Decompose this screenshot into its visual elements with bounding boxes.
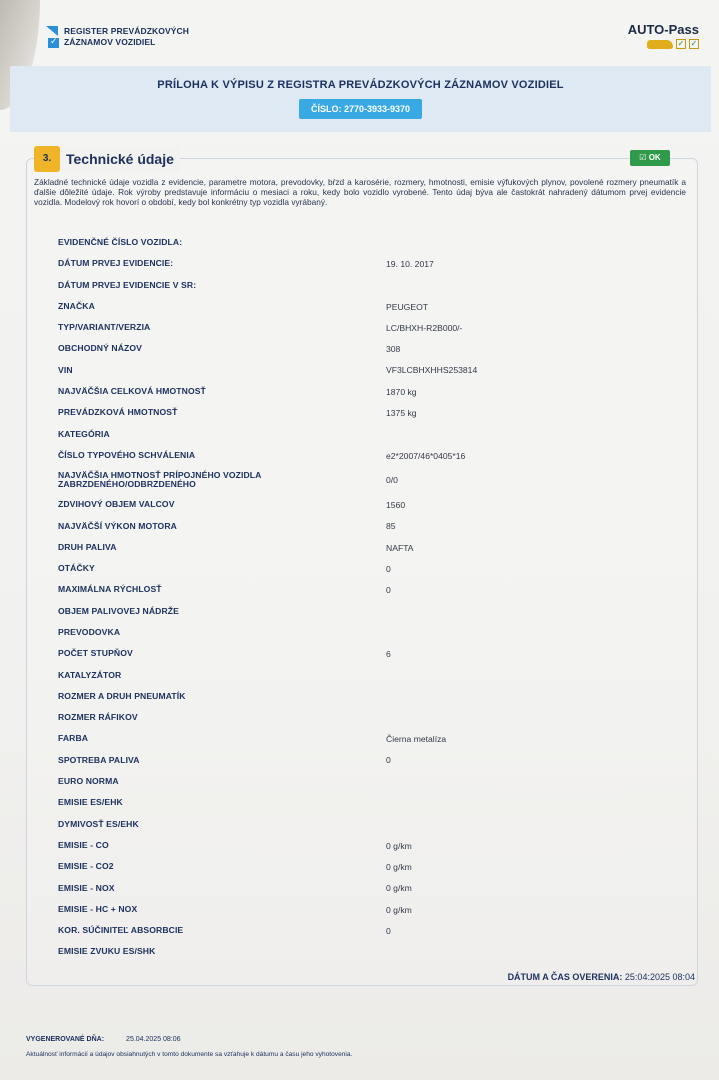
- section-number: 3.: [34, 146, 60, 172]
- data-row-value: 1560: [386, 499, 406, 510]
- data-row-label: OTÁČKY: [58, 563, 95, 574]
- data-row-label: DRUH PALIVA: [58, 541, 117, 552]
- data-row: [58, 516, 658, 537]
- data-row-label: ROZMER A DRUH PNEUMATÍK: [58, 690, 186, 701]
- car-icon: [647, 40, 673, 49]
- data-row: [58, 445, 658, 466]
- data-row-label: ZDVIHOVÝ OBJEM VALCOV: [58, 499, 175, 510]
- generated-date: [26, 1036, 181, 1043]
- report-header-band: [10, 66, 711, 132]
- data-row: [58, 835, 658, 856]
- data-row-label: DÁTUM PRVEJ EVIDENCIE V SR:: [58, 279, 197, 290]
- data-row-value: 0: [386, 755, 391, 766]
- data-row-label: NAJVÄČŠIA HMOTNOSŤ PRÍPOJNÉHO VOZIDLA ZABRZDENÉHO/ODBRZDENÉHO: [58, 469, 262, 490]
- technical-data-list: [58, 232, 658, 963]
- data-row-label: EMISIE - CO2: [58, 861, 114, 872]
- data-row-label: KATEGÓRIA: [58, 428, 110, 439]
- data-row: [58, 729, 658, 750]
- data-row-label: EMISIE ZVUKU ES/SHK: [58, 946, 156, 957]
- report-title: PRÍLOHA K VÝPISU Z REGISTRA PREVÁDZKOVÝCH ZÁZNAMOV VOZIDIEL: [157, 79, 564, 91]
- status-badge: [630, 150, 670, 166]
- data-row-value: 0: [386, 563, 391, 574]
- data-row-value: PEUGEOT: [386, 301, 429, 312]
- footer-note: Aktuálnosť informácií a údajov obsiahnutých v tomto dokumente sa vzťahuje k dátumu a času jeho vyhotovenia.: [26, 1051, 353, 1058]
- data-row-value: 308: [386, 344, 401, 355]
- data-row: [58, 792, 658, 813]
- generated-value: 25.04.2025 08:06: [126, 1036, 181, 1043]
- register-logo: [46, 26, 189, 48]
- data-row-value: 0 g/km: [386, 840, 412, 851]
- data-row: [58, 856, 658, 877]
- data-row: [58, 275, 658, 296]
- data-row-label: EMISIE - NOX: [58, 882, 115, 893]
- check-icon: ☑: [639, 153, 649, 162]
- data-row: [58, 232, 658, 253]
- data-row-value: 0 g/km: [386, 904, 412, 915]
- data-row-value: 0/0: [386, 475, 398, 486]
- data-row: [58, 942, 658, 963]
- data-row-label: KATALYZÁTOR: [58, 669, 122, 680]
- data-row-value: 19. 10. 2017: [386, 258, 434, 269]
- data-row-value: VF3LCBHXHHS253814: [386, 365, 478, 376]
- verification-value: 25:04:2025 08:04: [624, 972, 695, 982]
- autopass-logo: [628, 22, 699, 49]
- data-row-label: ZNAČKA: [58, 300, 95, 311]
- data-row-label: OBJEM PALIVOVEJ NÁDRŽE: [58, 605, 179, 616]
- checkbox-icon: ✓: [677, 39, 685, 48]
- section-title: Technické údaje: [66, 151, 174, 167]
- generated-label: VYGENEROVANÉ DŇA:: [26, 1036, 105, 1043]
- data-row-label: EMISIE ES/EHK: [58, 797, 123, 808]
- data-row: [58, 579, 658, 600]
- data-row-value: 0 g/km: [386, 883, 412, 894]
- data-row-label: OBCHODNÝ NÁZOV: [58, 343, 142, 354]
- data-row-value: 0 g/km: [386, 861, 412, 872]
- data-row: [58, 402, 658, 423]
- data-row: [58, 424, 658, 445]
- data-row: [58, 707, 658, 728]
- data-row: [58, 317, 658, 338]
- data-row-value: 0: [386, 925, 391, 936]
- data-row: [58, 878, 658, 899]
- data-row: [58, 665, 658, 686]
- data-row-label: SPOTREBA PALIVA: [58, 754, 140, 765]
- logo-line-2: ZÁZNAMOV VOZIDIEL: [64, 37, 156, 47]
- data-row-label: EVIDENČNÉ ČÍSLO VOZIDLA:: [58, 236, 183, 247]
- data-row: [58, 920, 658, 941]
- data-row: [58, 494, 658, 515]
- data-row: [58, 601, 658, 622]
- data-row: [58, 686, 658, 707]
- report-number-badge: ČÍSLO: 2770-3933-9370: [299, 99, 422, 119]
- logo-line-1: REGISTER PREVÁDZKOVÝCH: [64, 26, 189, 36]
- data-row: [58, 558, 658, 579]
- data-row: [58, 537, 658, 558]
- data-row-label: DÁTUM PRVEJ EVIDENCIE:: [58, 258, 174, 269]
- data-row: [58, 814, 658, 835]
- data-row-label: KOR. SÚČINITEĽ ABSORBCIE: [58, 925, 184, 936]
- status-badge-label: OK: [648, 153, 661, 162]
- autopass-title: AUTO-Pass: [627, 22, 699, 37]
- data-row-label: ČÍSLO TYPOVÉHO SCHVÁLENIA: [58, 449, 196, 460]
- data-row-label: EMISIE - HC + NOX: [58, 903, 138, 914]
- data-row: [58, 338, 658, 359]
- data-row: [58, 771, 658, 792]
- data-row-label: POČET STUPŇOV: [58, 648, 133, 659]
- data-row-label: FARBA: [58, 733, 89, 744]
- data-row-value: e2*2007/46*0405*16: [386, 450, 466, 461]
- data-row: [58, 466, 658, 494]
- data-row: [58, 296, 658, 317]
- data-row-value: LC/BHXH-R2B000/-: [386, 322, 463, 333]
- data-row-value: 1375 kg: [386, 408, 417, 419]
- data-row: [58, 381, 658, 402]
- verification-datetime: [508, 972, 695, 982]
- data-row-value: Čierna metalíza: [386, 734, 447, 745]
- data-row-label: EMISIE - CO: [58, 839, 109, 850]
- data-row: [58, 253, 658, 274]
- data-row-value: 85: [386, 521, 396, 532]
- section-header: [34, 146, 180, 172]
- data-row: [58, 622, 658, 643]
- data-row-value: 1870 kg: [386, 386, 417, 397]
- verification-label: DÁTUM A ČAS OVERENIA:: [507, 972, 623, 982]
- data-row-label: NAJVÄČŠÍ VÝKON MOTORA: [58, 520, 177, 531]
- data-row-label: ROZMER RÁFIKOV: [58, 712, 138, 723]
- section-intro: Základné technické údaje vozidla z evidencie, parametre motora, prevodovky, bŕzd a karosérie, rozmery, hmotnosti, emisie výfukových plynov, povolené rozmery pneumatík a ďalšie dôležité údaje. Rok výroby predstavuje informáciu o mesiaci a roku, kedy bolo vozidlo vyrobené. Tento údaj býva ale častokrát nahradený dátumom prvej evidencie vozidla. Modelový rok hovorí o období, kedy bol konkrétny typ vozidla vyrábaný.: [34, 177, 686, 207]
- register-logo-icon: [46, 26, 60, 48]
- data-row: [58, 643, 658, 664]
- data-row-value: 0: [386, 585, 391, 596]
- data-row: [58, 899, 658, 920]
- data-row-label: DYMIVOSŤ ES/EHK: [58, 818, 139, 829]
- data-row-value: NAFTA: [386, 542, 414, 553]
- data-row-label: EURO NORMA: [58, 776, 119, 787]
- data-row-label: MAXIMÁLNA RÝCHLOSŤ: [58, 584, 162, 595]
- data-row-value: 6: [386, 648, 391, 659]
- data-row: [58, 750, 658, 771]
- data-row-label: NAJVÄČŠIA CELKOVÁ HMOTNOSŤ: [58, 386, 206, 397]
- data-row-label: PREVODOVKA: [58, 626, 121, 637]
- data-row-label: PREVÁDZKOVÁ HMOTNOSŤ: [58, 407, 178, 418]
- data-row-label: VIN: [58, 364, 73, 375]
- checkbox-icon: ✓: [690, 39, 698, 48]
- data-row-label: TYP/VARIANT/VERZIA: [58, 322, 151, 333]
- data-row: [58, 360, 658, 381]
